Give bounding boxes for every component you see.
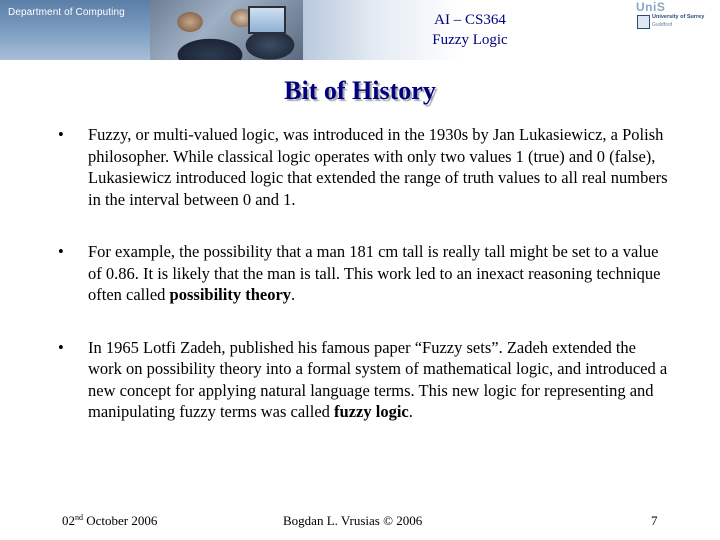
footer-author: Bogdan L. Vrusias © 2006 <box>283 513 423 528</box>
bullet-text: For example, the possibility that a man 181 cm tall is really tall might be set to a value of 0.86. It is likely that the man is tall. This work led to an inexact reasoning technique often called <box>88 242 661 304</box>
footer-date <box>62 513 157 529</box>
monitor-picture <box>248 6 286 34</box>
bullet-item <box>58 337 668 423</box>
bullet-text-end: . <box>291 285 296 304</box>
department-label: Department of Computing <box>8 7 125 18</box>
bullet-bold-term: possibility theory <box>169 285 292 304</box>
bullet-text-end: . <box>408 402 413 421</box>
university-name: University of Surrey <box>652 14 705 20</box>
bullet-item <box>58 241 668 306</box>
bullet-icon: • <box>58 337 64 357</box>
university-city: Guildford <box>652 22 673 28</box>
university-logo <box>632 0 720 60</box>
bullet-icon: • <box>58 242 64 261</box>
bullet-list <box>58 124 668 423</box>
bullet-text: In 1965 Lotfi Zadeh, published his famous paper “Fuzzy sets”. Zadeh extended the work on possibility theory into a formal system of mathematical logic, and introduced a new concept for applying natural language terms. This new logic for representing and manipulating fuzzy terms was called <box>88 337 668 421</box>
bullet-item <box>58 124 668 210</box>
bullet-icon: • <box>58 125 64 144</box>
footer-date-rest: October 2006 <box>83 513 158 528</box>
footer-date-ordinal: nd <box>75 513 83 522</box>
header-banner <box>0 0 720 60</box>
university-crest-icon <box>637 15 650 29</box>
course-title-block <box>380 10 560 50</box>
header-photo <box>150 0 303 60</box>
unis-logo-text: UniS <box>636 0 666 14</box>
footer-date-day: 02 <box>62 513 75 528</box>
course-code: AI – CS364 <box>434 12 506 28</box>
page-number: 7 <box>651 513 658 528</box>
slide-title: Bit of History <box>284 76 436 105</box>
bullet-text: Fuzzy, or multi-valued logic, was introduced in the 1930s by Jan Lukasiewicz, a Polish philosopher. While classical logic operates with only two values 1 (true) and 0 (false), Lukasiewicz introduced logic that extended the range of truth values to all real numbers in the interval between 0 and 1. <box>88 125 668 209</box>
department-strip <box>0 0 150 60</box>
course-topic: Fuzzy Logic <box>432 32 508 48</box>
bullet-bold-term: fuzzy logic <box>334 402 409 421</box>
